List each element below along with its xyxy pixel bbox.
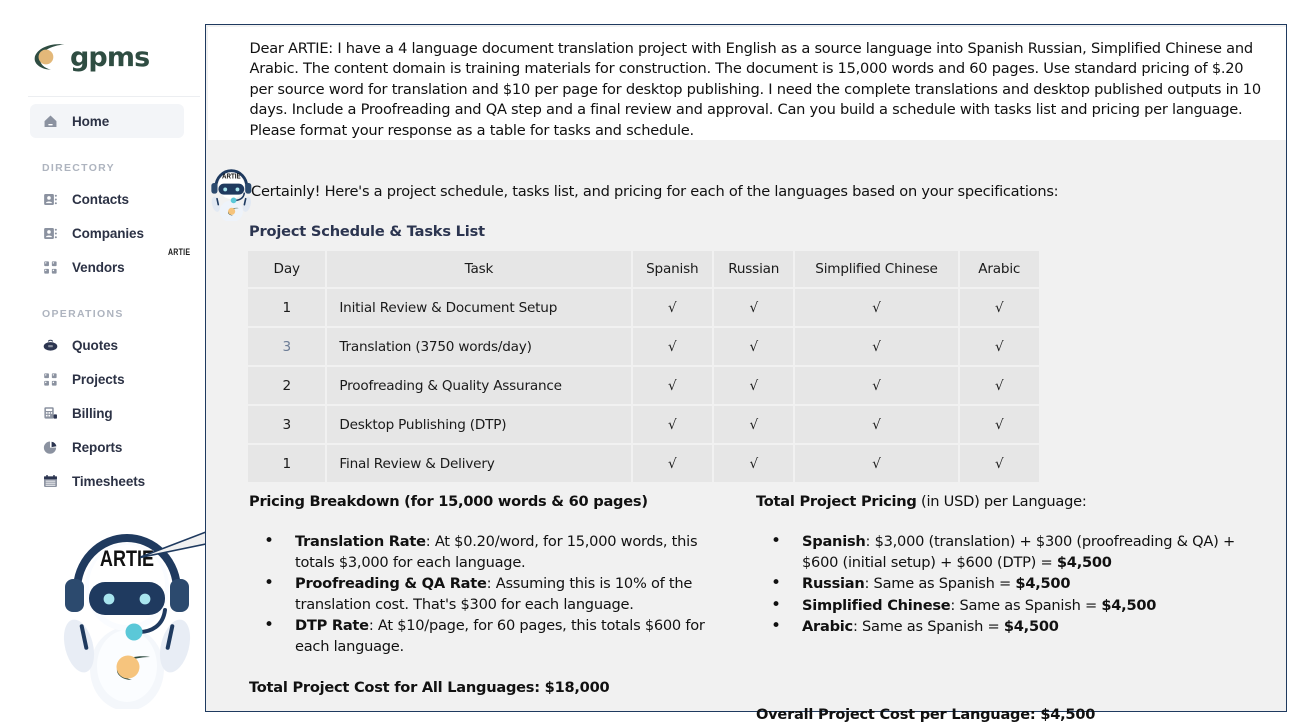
cell-spanish: √ bbox=[633, 289, 712, 326]
sidebar-section-directory: DIRECTORY bbox=[42, 162, 115, 174]
cell-russian: √ bbox=[714, 289, 793, 326]
sidebar-item-label: Companies bbox=[72, 225, 144, 241]
column-header-spanish: Spanish bbox=[633, 251, 712, 287]
home-icon bbox=[42, 113, 59, 130]
sidebar-artie-watermark: ARTIE bbox=[168, 247, 191, 257]
cell-chinese: √ bbox=[795, 328, 957, 365]
sidebar bbox=[0, 0, 200, 722]
list-item bbox=[756, 574, 1261, 595]
cell-arabic: √ bbox=[960, 328, 1040, 365]
svg-text:ARTIE: ARTIE bbox=[222, 172, 241, 181]
table-row bbox=[248, 445, 1039, 482]
cell-arabic: √ bbox=[960, 445, 1040, 482]
pricing-breakdown-heading: Pricing Breakdown (for 15,000 words & 60 pages) bbox=[249, 493, 648, 510]
cell-spanish: √ bbox=[633, 406, 712, 443]
sidebar-item-companies[interactable] bbox=[30, 216, 184, 250]
grid-squares-icon bbox=[42, 259, 59, 276]
table-row bbox=[248, 406, 1039, 443]
total-value: $18,000 bbox=[544, 679, 610, 696]
item-amount: $4,500 bbox=[1056, 553, 1112, 571]
cell-russian: √ bbox=[714, 328, 793, 365]
cell-russian: √ bbox=[714, 406, 793, 443]
cell-day: 3 bbox=[248, 406, 325, 443]
sidebar-item-label: Contacts bbox=[72, 191, 129, 207]
table-header-row bbox=[248, 251, 1039, 287]
list-item bbox=[756, 532, 1261, 573]
sidebar-item-label: Vendors bbox=[72, 259, 125, 275]
sidebar-item-label: Reports bbox=[72, 439, 123, 455]
logo-wordmark: gpms bbox=[70, 41, 150, 73]
total-all-languages bbox=[249, 679, 739, 696]
sidebar-item-label: Home bbox=[72, 113, 110, 129]
user-prompt-text: Dear ARTIE: I have a 4 language document translation project with English as a source language into Spanish Russian, Simplified Chinese and Arabic. The content domain is training materials for construction. The document is 15,000 words and 60 pages. Use standard pricing of $.20 per source word for translation and $10 per page for desktop publishing. I need the complete translations and desktop published outputs in 10 days. Include a Proofreading and QA step and a final review and approval. Can you build a schedule with tasks list and pricing per language. Please format your response as a table for tasks and schedule. bbox=[249, 39, 1261, 139]
list-item bbox=[756, 596, 1261, 617]
list-item bbox=[249, 616, 739, 657]
heading-bold: Total Project Pricing bbox=[756, 493, 917, 510]
table-head bbox=[248, 251, 1039, 287]
total-value: $4,500 bbox=[1040, 705, 1096, 722]
pricing-breakdown-list bbox=[249, 532, 739, 657]
sidebar-item-projects[interactable] bbox=[30, 362, 184, 396]
cell-chinese: √ bbox=[795, 406, 957, 443]
sidebar-item-quotes[interactable] bbox=[30, 328, 184, 362]
cell-task: Translation (3750 words/day) bbox=[327, 328, 630, 365]
sidebar-item-label: Quotes bbox=[72, 337, 118, 353]
item-term: Proofreading & QA Rate bbox=[295, 575, 487, 592]
user-prompt-box bbox=[208, 27, 1286, 140]
total-label: Overall Project Cost per Language: bbox=[756, 705, 1041, 722]
artie-avatar-icon bbox=[208, 163, 255, 221]
table-row bbox=[248, 328, 1039, 365]
column-header-day: Day bbox=[248, 251, 325, 287]
cell-task: Proofreading & Quality Assurance bbox=[327, 367, 630, 404]
cell-chinese: √ bbox=[795, 445, 957, 482]
calculator-icon bbox=[42, 405, 59, 422]
table-row bbox=[248, 367, 1039, 404]
cell-spanish: √ bbox=[633, 367, 712, 404]
mascot-name-label: ARTIE bbox=[99, 547, 155, 572]
project-schedule-table bbox=[246, 249, 1041, 484]
cell-task: Desktop Publishing (DTP) bbox=[327, 406, 630, 443]
table-row bbox=[248, 289, 1039, 326]
cell-day: 1 bbox=[248, 289, 325, 326]
heading-rest: (in USD) per Language: bbox=[916, 493, 1087, 510]
list-item bbox=[249, 532, 739, 573]
cell-arabic: √ bbox=[960, 367, 1040, 404]
contact-card-icon bbox=[42, 191, 59, 208]
cell-chinese: √ bbox=[795, 289, 957, 326]
item-text: : Same as Spanish = bbox=[950, 596, 1102, 614]
table-body bbox=[248, 289, 1039, 482]
sidebar-item-label: Timesheets bbox=[72, 473, 146, 489]
sidebar-item-label: Projects bbox=[72, 371, 125, 387]
item-term: Simplified Chinese bbox=[802, 596, 951, 614]
item-text: : Same as Spanish = bbox=[864, 575, 1016, 592]
column-header-arabic: Arabic bbox=[960, 251, 1040, 287]
calendar-icon bbox=[42, 473, 59, 490]
list-item bbox=[756, 617, 1261, 638]
list-item bbox=[249, 574, 739, 615]
cell-spanish: √ bbox=[633, 445, 712, 482]
cell-russian: √ bbox=[714, 367, 793, 404]
cell-day: 3 bbox=[248, 328, 325, 365]
item-text: : Assuming this is 10% of the translation cost. That's $300 for each language. bbox=[295, 575, 693, 613]
item-text: : $3,000 (translation) + $300 (proofreading & QA) + $600 (initial setup) + $600 (DTP) = bbox=[802, 533, 1235, 571]
item-text: : At $0.20/word, for 15,000 words, this totals $3,000 for each language. bbox=[295, 533, 698, 571]
sidebar-section-operations: OPERATIONS bbox=[42, 308, 124, 320]
logo-mark-icon bbox=[32, 40, 68, 74]
column-header-chinese: Simplified Chinese bbox=[795, 251, 957, 287]
cell-arabic: √ bbox=[960, 289, 1040, 326]
item-text: : Same as Spanish = bbox=[852, 618, 1004, 635]
chat-panel bbox=[205, 24, 1287, 722]
cell-task: Initial Review & Document Setup bbox=[327, 289, 630, 326]
sidebar-item-vendors[interactable] bbox=[30, 250, 184, 284]
artie-avatar bbox=[208, 163, 255, 221]
pricing-breakdown-column bbox=[249, 493, 739, 696]
column-header-russian: Russian bbox=[714, 251, 793, 287]
assistant-reply-intro: Certainly! Here's a project schedule, tasks list, and pricing for each of the languages based on your specifications: bbox=[251, 183, 1059, 200]
total-pricing-list bbox=[756, 532, 1261, 638]
sidebar-item-home[interactable] bbox=[30, 104, 184, 138]
total-pricing-column bbox=[756, 493, 1261, 722]
item-amount: $4,500 bbox=[1101, 596, 1157, 614]
cell-spanish: √ bbox=[633, 328, 712, 365]
overall-cost-per-language bbox=[756, 706, 1261, 722]
item-amount: $4,500 bbox=[1003, 618, 1059, 635]
sidebar-item-contacts[interactable] bbox=[30, 182, 184, 216]
total-pricing-heading bbox=[756, 493, 1261, 510]
sidebar-item-label: Billing bbox=[72, 405, 113, 421]
cell-day: 1 bbox=[248, 445, 325, 482]
item-term: Arabic bbox=[802, 618, 853, 635]
cell-day: 2 bbox=[248, 367, 325, 404]
cell-arabic: √ bbox=[960, 406, 1040, 443]
column-header-task: Task bbox=[327, 251, 630, 287]
briefcase-icon bbox=[42, 337, 59, 354]
sidebar-divider bbox=[28, 96, 200, 97]
pie-chart-icon bbox=[42, 439, 59, 456]
total-label: Total Project Cost for All Languages: bbox=[249, 679, 545, 696]
item-amount: $4,500 bbox=[1015, 575, 1071, 592]
item-term: Spanish bbox=[802, 533, 866, 550]
gpms-logo[interactable] bbox=[32, 40, 149, 74]
item-text: : At $10/page, for 60 pages, this totals $600 for each language. bbox=[295, 617, 705, 655]
cell-task: Final Review & Delivery bbox=[327, 445, 630, 482]
cell-russian: √ bbox=[714, 445, 793, 482]
cell-chinese: √ bbox=[795, 367, 957, 404]
contact-card-icon bbox=[42, 225, 59, 242]
item-term: DTP Rate bbox=[295, 617, 369, 634]
grid-squares-icon bbox=[42, 371, 59, 388]
schedule-section-title: Project Schedule & Tasks List bbox=[249, 223, 485, 240]
item-term: Translation Rate bbox=[295, 533, 426, 550]
item-term: Russian bbox=[802, 575, 865, 592]
